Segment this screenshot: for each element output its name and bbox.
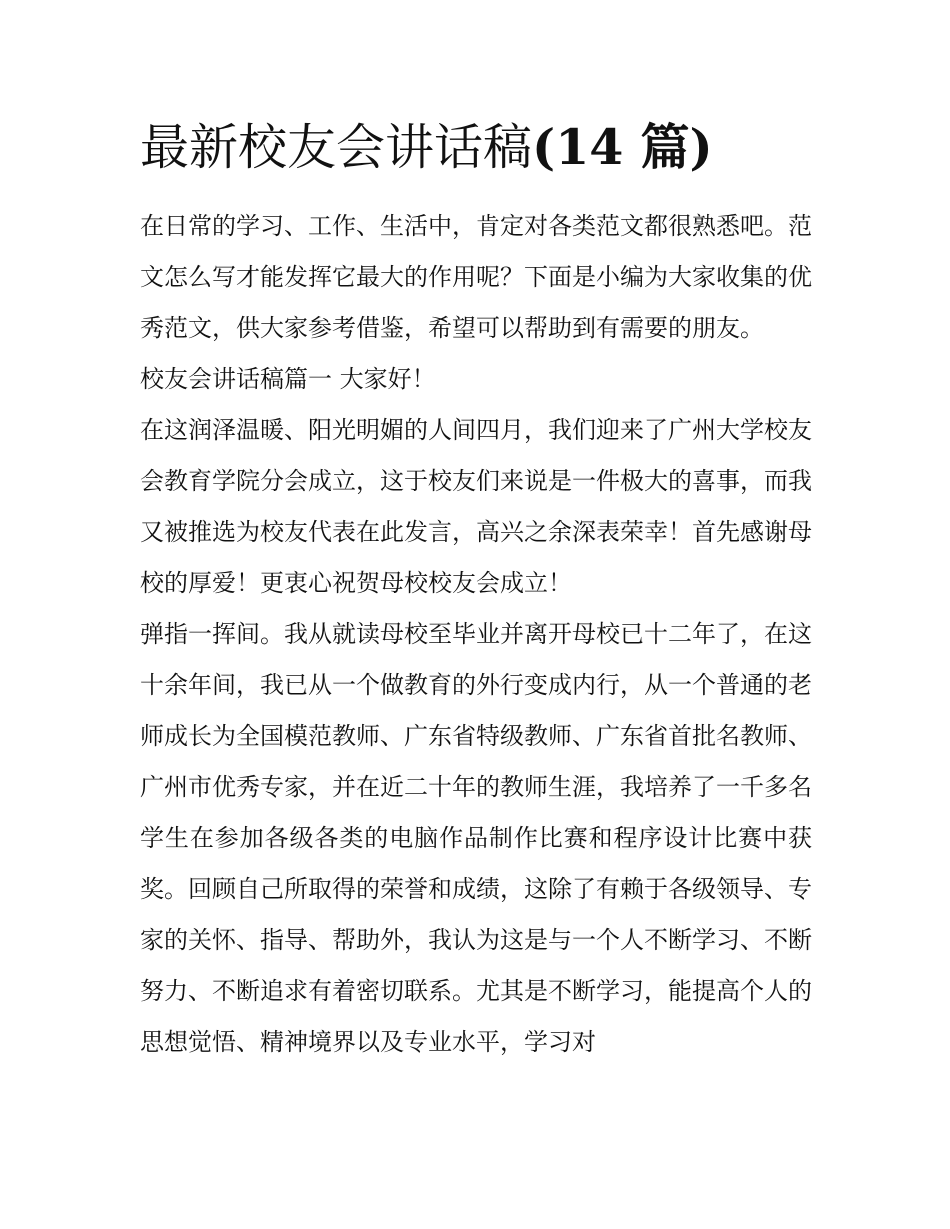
section-heading-paragraph: 校友会讲话稿篇一 大家好！ — [140, 365, 436, 393]
title-suffix: (14 篇) — [532, 118, 713, 176]
intro-paragraph: 在日常的学习、工作、生活中，肯定对各类范文都很熟悉吧。范文怎么写才能发挥它最大的作用呢？下面是小编为大家收集的优秀范文，供大家参考借鉴，希望可以帮助到有需要的朋友。 — [140, 212, 812, 342]
body-paragraph: 在这润泽温暖、阳光明媚的人间四月，我们迎来了广州大学校友会教育学院分会成立，这于校友们来说是一件极大的喜事，而我又被推选为校友代表在此发言，高兴之余深表荣幸！首先感谢母校的厚爱！更衷心祝贺母校校友会成立！ — [140, 416, 812, 597]
document-body — [140, 201, 812, 1068]
title-main: 最新校友会讲话稿 — [140, 119, 533, 176]
document-title — [140, 112, 840, 183]
body-paragraph: 弹指一挥间。我从就读母校至毕业并离开母校已十二年了，在这十余年间，我已从一个做教育的外行变成内行，从一个普通的老师成长为全国模范教师、广东省特级教师、广东省首批名教师、广州市优秀专家，并在近二十年的教师生涯，我培养了一千多名学生在参加各级各类的电脑作品制作比赛和程序设计比赛中获奖。回顾自己所取得的荣誉和成绩，这除了有赖于各级领导、专家的关怀、指导、帮助外，我认为这是与一个人不断学习、不断努力、不断追求有着密切联系。尤其是不断学习，能提高个人的思想觉悟、精神境界以及专业水平，学习对 — [140, 620, 812, 1056]
